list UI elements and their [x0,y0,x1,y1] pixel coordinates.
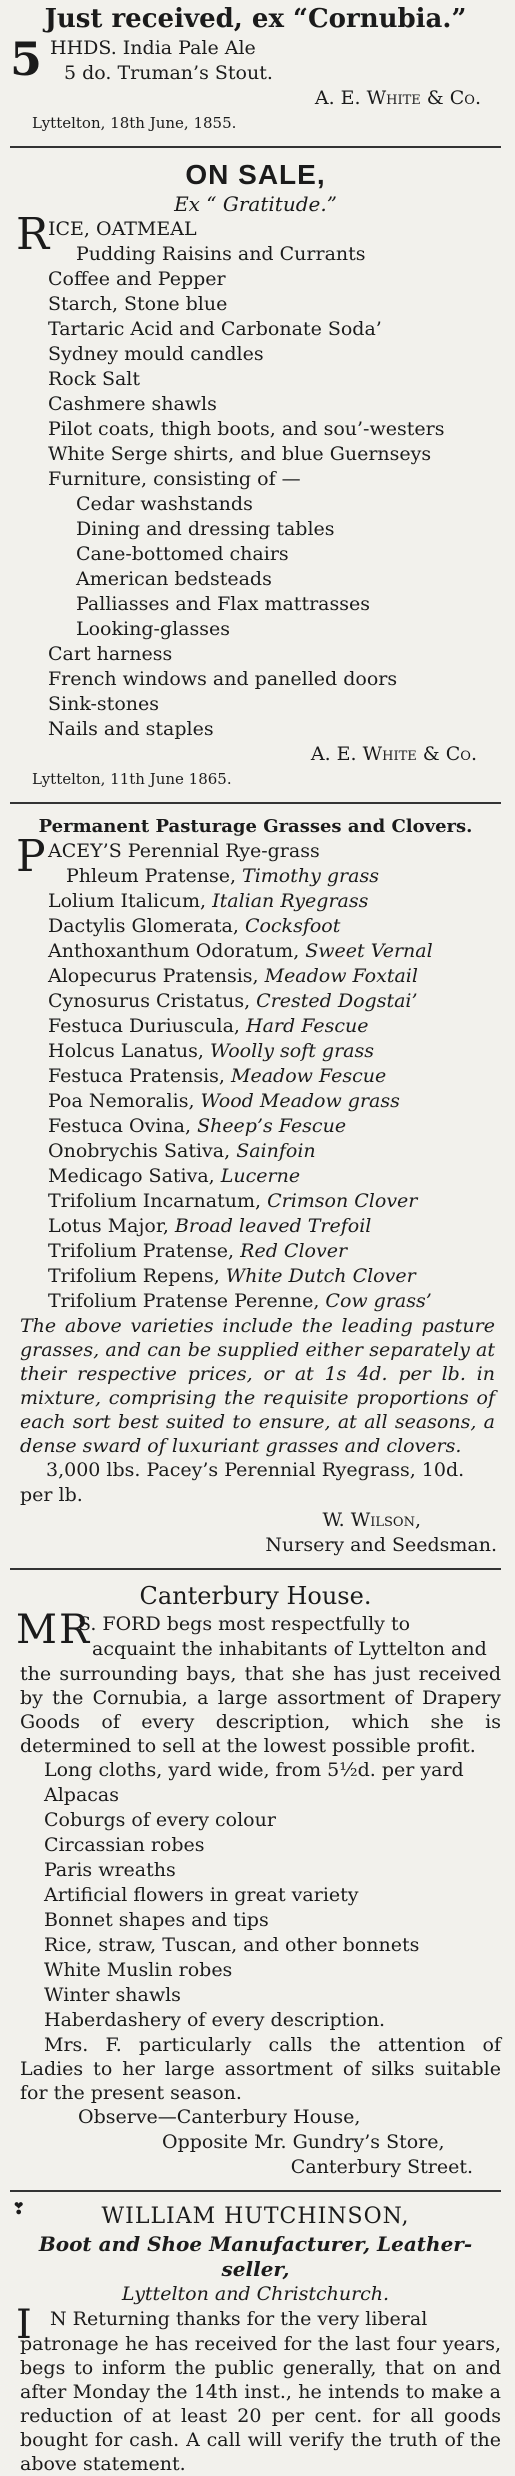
ad5-first-line [10,2302,501,2348]
ad4-title: Canterbury House. [139,1582,372,1610]
ad2-dropcap: R [16,209,50,260]
ad4-list-item: Artificial flowers in great variety [44,1884,359,1906]
ad4-observe2: Opposite Mr. Gundry’s Store, [162,2131,445,2153]
grass-row [10,1214,501,1239]
grass-common-name: Red Clover [240,1240,348,1262]
ad-on-sale [10,158,501,792]
grass-common-name: Crimson Clover [267,1190,418,1212]
ad3-signature: W. Wilson, [322,1509,421,1531]
ad2-list-item: Cashmere shawls [48,393,217,415]
grass-common-name: Wood Meadow grass [200,1090,400,1112]
ad1-body [10,32,501,111]
ad5-dropcap: I [16,2302,32,2348]
ad2-list-item: Rock Salt [48,368,140,390]
grass-latin-name: Phleum Pratense, [66,865,236,887]
ad4-observe3: Canterbury Street. [290,2156,473,2178]
grass-row [10,864,501,889]
ad2-first-text: ICE, OATMEAL [48,218,197,240]
ad2-list-item: Pilot coats, thigh boots, and sou’-westers [48,418,445,440]
divider [10,2190,501,2192]
grass-latin-name: Medicago Sativa, [48,1165,215,1187]
ad2-list-item: American bedsteads [76,568,272,590]
grass-latin-name: Trifolium Repens, [48,1265,220,1287]
grass-common-name: Sheep’s Fescue [197,1115,347,1137]
ad2-title: ON SALE, [185,159,326,190]
grass-common-name: Cow grass’ [325,1290,432,1312]
ad3-first-text: ACEY’S Perennial Rye-grass [48,840,320,862]
ad2-list-item: Nails and staples [48,718,214,740]
ad4-list-item: Alpacas [44,1784,120,1806]
grass-common-name: Woolly soft grass [209,1040,374,1062]
grass-row [10,1164,501,1189]
ad4-list-item: Rice, straw, Tuscan, and other bonnets [44,1934,420,1956]
grass-latin-name: Onobrychis Sativa, [48,1140,231,1162]
divider [10,802,501,804]
ad3-signature2: Nursery and Seedsman. [265,1534,497,1556]
grass-common-name: Timothy grass [242,865,379,887]
grass-row [10,1239,501,1264]
grass-common-name: Cocksfoot [244,915,341,937]
grass-row [10,914,501,939]
ad4-first-line [10,1607,501,1662]
ad-william-hutchinson [10,2199,501,2476]
ad2-list-item: Starch, Stone blue [48,293,228,315]
ad2-list-item: Sydney mould candles [48,343,264,365]
ad5-body: patronage he has received for the last four years, begs to inform the public generally, that on and after Monday the 14th inst., he intends to make a reduction of at least 20 per cent. for all goods bought for cash. A call will verify the truth of the above statement. [20,2333,501,2475]
ad3-grass-list [10,864,501,1314]
grass-latin-name: Anthoxanthum Odoratum, [48,940,300,962]
grass-latin-name: Trifolium Incarnatum, [48,1190,262,1212]
ad1-dropcap-number: 5 [10,32,43,86]
ad3-dropcap: P [16,831,46,882]
grass-row [10,1139,501,1164]
grass-common-name: Italian Ryegrass [212,890,369,912]
ad2-list-item: Looking-glasses [76,618,230,640]
ad4-list-item: Haberdashery of every description. [44,2009,386,2031]
ad1-date: Lyttelton, 18th June, 1855. [32,114,237,132]
ad-cornubia-ale [10,2,501,136]
divider [10,1568,501,1570]
grass-row [10,1039,501,1064]
ad1-signature: A. E. White & Co. [314,87,481,109]
grass-common-name: Sainfoin [236,1140,316,1162]
ad3-note: The above varieties include the leading pasture grasses, and can be supplied either separately at their respective prices, or at 1s 4d. per lb. in mixture, comprising the requisite proportions of each sort best suited to ensure, at all seasons, a dense sward of luxuriant grasses and clovers. [20,1315,495,1457]
hand-ornament-icon: ❣ [12,2199,26,2218]
grass-row [10,1189,501,1214]
ad2-list-item: Pudding Raisins and Currants [76,243,366,265]
ad4-list-item: Coburgs of every colour [44,1809,276,1831]
ad1-line2: 5 do. Truman’s Stout. [64,62,273,84]
grass-latin-name: Lotus Major, [48,1215,169,1237]
grass-common-name: Crested Dogstai’ [256,990,418,1012]
ad4-line2: acquaint the inhabitants of Lyttelton and [92,1638,487,1660]
ad1-line1: HHDS. India Pale Ale [50,37,256,59]
ad4-list-item: Winter shawls [44,1984,181,2006]
ad2-list-item: Tartaric Acid and Carbonate Soda’ [48,318,382,340]
newspaper-page [0,2,515,2475]
divider [10,146,501,148]
ad2-list-item: Cart harness [48,643,173,665]
grass-latin-name: Holcus Lanatus, [48,1040,204,1062]
ad5-location: Lyttelton and Christchurch. [121,2283,390,2305]
ad4-body: the surrounding bays, that she has just received by the Cornubia, a large assortment of Drapery Goods of every description, which she is determined to sell at the lowest possible profit. [20,1663,501,1757]
grass-latin-name: Lolium Italicum, [48,890,207,912]
grass-row [10,1064,501,1089]
grass-latin-name: Festuca Ovina, [48,1115,192,1137]
ad4-list-item: Paris wreaths [44,1859,176,1881]
ad2-list-item: White Serge shirts, and blue Guernseys [48,443,432,465]
ad3-ryegrass: 3,000 lbs. Pacey’s Perennial Ryegrass, 10d. per lb. [20,1459,465,1506]
ad4-dropcap: MR [16,1607,92,1653]
ad2-list-item: Cedar washstands [76,493,253,515]
ad2-list-item: Furniture, consisting of — [48,468,301,490]
grass-row [10,1264,501,1289]
ad5-first-text: N Returning thanks for the very liberal [50,2308,428,2330]
grass-latin-name: Trifolium Pratense Perenne, [48,1290,320,1312]
ad4-first-text: S. FORD begs most respectfully to [78,1613,411,1635]
ad2-subtitle: Ex “ Gratitude.” [174,192,337,216]
grass-row [10,989,501,1014]
grass-row [10,889,501,914]
ad-pasturage-grasses [10,814,501,1558]
grass-common-name: Meadow Foxtail [264,965,418,987]
grass-row [10,939,501,964]
ad2-list-item: French windows and panelled doors [48,668,398,690]
grass-row [10,1089,501,1114]
grass-row [10,1289,501,1314]
ad2-list-item: Palliasses and Flax mattrasses [76,593,370,615]
grass-common-name: Sweet Vernal [305,940,433,962]
ad4-closing: Mrs. F. particularly calls the attention of Ladies to her large assortment of silks suitable for the present season. [20,2034,501,2104]
grass-row [10,1114,501,1139]
grass-latin-name: Poa Nemoralis, [48,1090,195,1112]
grass-latin-name: Festuca Pratensis, [48,1065,225,1087]
ad2-item-list [10,242,501,742]
grass-latin-name: Festuca Duriuscula, [48,1015,240,1037]
grass-latin-name: Trifolium Pratense, [48,1240,235,1262]
ad2-date: Lyttelton, 11th June 1865. [32,770,232,788]
ad5-trade: Boot and Shoe Manufacturer, Leather-seller, [38,2232,473,2281]
ad4-list-item: Long cloths, yard wide, from 5½d. per yard [44,1759,464,1781]
grass-common-name: Lucerne [220,1165,301,1187]
ad2-list-item: Sink-stones [48,693,159,715]
ad1-title: Just received, ex “Cornubia.” [44,4,467,34]
ad3-title: Permanent Pasturage Grasses and Clovers. [38,816,473,837]
ad2-signature: A. E. White & Co. [310,743,477,765]
ad4-item-list [10,1758,501,2033]
grass-latin-name: Alopecurus Pratensis, [48,965,259,987]
grass-latin-name: Cynosurus Cristatus, [48,990,251,1012]
ad2-list-item: Coffee and Pepper [48,268,226,290]
grass-common-name: Hard Fescue [246,1015,369,1037]
grass-latin-name: Dactylis Glomerata, [48,915,239,937]
ad5-title: WILLIAM HUTCHINSON, [101,2204,410,2229]
ad2-list-item: Cane-bottomed chairs [76,543,289,565]
ad4-list-item: White Muslin robes [44,1959,233,1981]
grass-row [10,1014,501,1039]
ad-canterbury-house [10,1580,501,2180]
ad4-list-item: Bonnet shapes and tips [44,1909,269,1931]
grass-common-name: Meadow Fescue [231,1065,387,1087]
grass-row [10,964,501,989]
grass-common-name: White Dutch Clover [225,1265,416,1287]
ad2-list-item: Dining and dressing tables [76,518,335,540]
ad4-observe: Observe—Canterbury House, [78,2106,361,2128]
grass-common-name: Broad leaved Trefoil [174,1215,372,1237]
ad4-list-item: Circassian robes [44,1834,205,1856]
